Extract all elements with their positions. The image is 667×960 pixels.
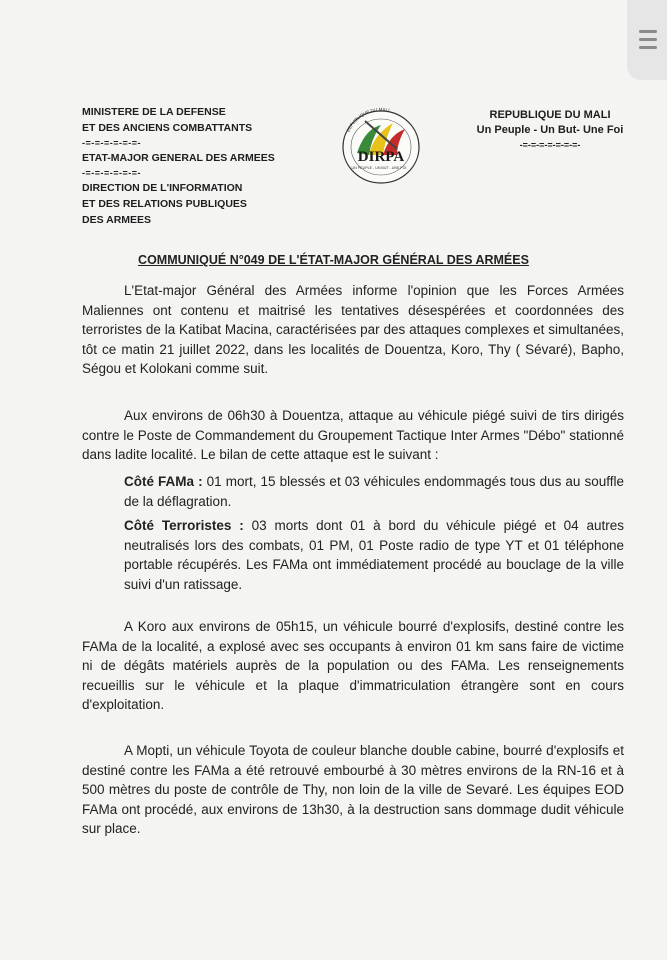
fama-toll	[82, 472, 624, 511]
republic-motto: Un Peuple - Un But- Une Foi	[476, 124, 624, 136]
direction-line: ET DES RELATIONS PUBLIQUES	[82, 198, 247, 210]
republic-header	[450, 108, 650, 152]
staff-line: ETAT-MAJOR GENERAL DES ARMEES	[82, 152, 275, 164]
separator-dashes: -=-=-=-=-=-=-	[82, 138, 142, 148]
terrorist-text: 03 morts dont 01 à bord du véhicule piégé et 04 autres neutralisés lors des combats, 01 PM, 01 Poste radio de type YT et 01 téléphone portable récupérés. Les FAMa ont immédiatement procédé au bouclage de la ville suivi d'un ratissage.	[124, 518, 625, 592]
direction-line: DIRECTION DE L'INFORMATION	[82, 182, 243, 194]
terrorist-label: Côté Terroristes :	[124, 518, 244, 533]
logo-text: DIRPA	[357, 149, 405, 165]
dirpa-logo-icon	[335, 103, 427, 187]
ministry-line: MINISTERE DE LA DEFENSE	[82, 106, 226, 118]
logo-arc-text: REPUBLIQUE DU MALI	[345, 106, 390, 133]
paragraph-koro: A Koro aux environs de 05h15, un véhicule bourré d'explosifs, destiné contre les FAMa de la localité, a explosé avec ses occupants à environ 01 km sans faire de victime ni de dégâts matériels auprès de la population ou des FAMa. Les renseignements recueillis sur le véhicule et la plaque d'immatriculation étrangère sont en cours d'exploitation.	[82, 619, 624, 712]
terrorist-toll	[82, 516, 624, 594]
ministry-header	[82, 104, 302, 228]
fama-text: 01 mort, 15 blessés et 03 véhicules endommagés tous dus au souffle de la déflagration.	[124, 474, 624, 509]
paragraph-intro: L'Etat-major Général des Armées informe l'opinion que les Forces Armées Maliennes ont contenu et maitrisé les tentatives désespérées et coordonnées des terroristes de la Katibat Macina, caractérisées par des attaques complexes et simultanées, tôt ce matin 21 juillet 2022, dans les localités de Douentza, Koro, Thy ( Sévaré), Bapho, Ségou et Kolokani comme suit.	[82, 283, 624, 376]
direction-line: DES ARMEES	[82, 214, 152, 226]
menu-icon[interactable]	[627, 0, 667, 80]
ministry-line: ET DES ANCIENS COMBATTANTS	[82, 122, 253, 134]
logo-motto-text: UN PEUPLE - UN BUT - UNE FOI	[351, 166, 407, 170]
paragraph-mopti: A Mopti, un véhicule Toyota de couleur blanche double cabine, bourré d'explosifs et destiné contre les FAMa a été retrouvé embourbé à 30 mètres environs de la RN-16 et à 500 mètres du poste de contrôle de Thy, non loin de la ville de Sevaré. Les équipes EOD FAMa ont procédé, aux environs de 13h30, à la destruction sans dommage dudit véhicule sur place.	[82, 743, 624, 836]
separator-dashes: -=-=-=-=-=-=-	[82, 168, 142, 178]
republic-name: REPUBLIQUE DU MALI	[489, 109, 611, 121]
paragraph-douentza: Aux environs de 06h30 à Douentza, attaque au véhicule piégé suivi de tirs dirigés contre le Poste de Commandement du Groupement Tactique Inter Armes "Débo" stationné dans ladite localité. Le bilan de cette attaque est le suivant :	[82, 408, 624, 462]
communique-title: COMMUNIQUÉ N°049 DE L'ÉTAT-MAJOR GÉNÉRAL DES ARMÉES	[138, 253, 529, 267]
separator-dashes: -=-=-=-=-=-=-=-	[519, 140, 581, 150]
fama-label: Côté FAMa :	[124, 474, 203, 489]
